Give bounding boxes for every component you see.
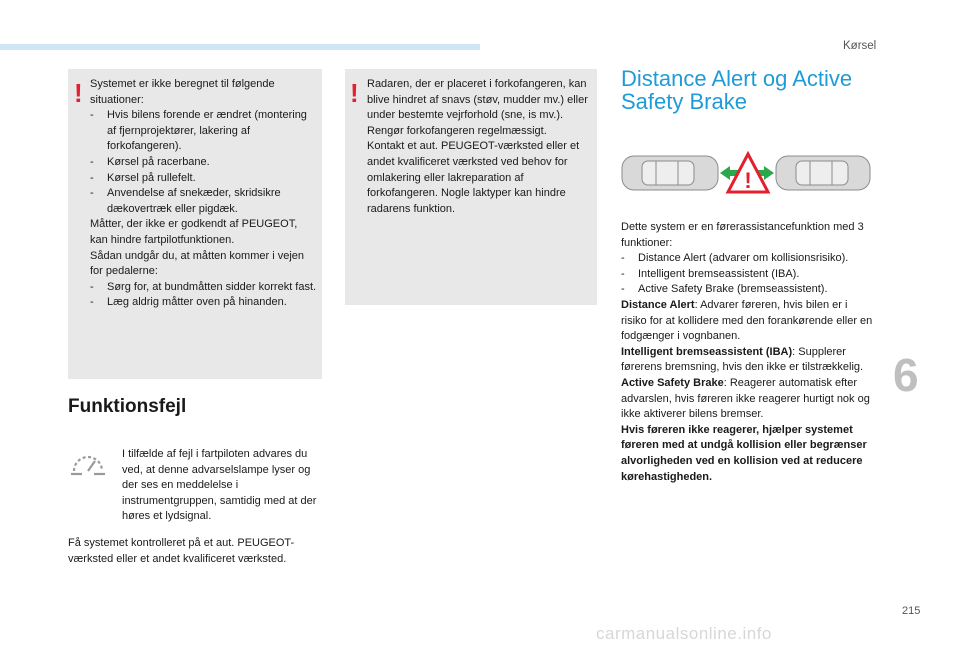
warning-intro: Systemet er ikke beregnet til følgende situationer: [90,78,275,106]
list-item: - Distance Alert (advarer om kollisionsrisiko). [621,252,849,265]
clean-note: Rengør forkofangeren regelmæssigt. [367,124,547,137]
warning-icon: ! [350,78,359,108]
list-item: - Hvis bilens forende er ændret (montering af fjernprojektører, lakering af forkofangeren). [90,109,307,153]
final-note: Hvis føreren ikke reagerer, hjælper systemet føreren med at undgå kollision eller begrænser alvorligheden ved en kollision ved at reducere kørehastigheden. [621,423,867,483]
car-icon [622,156,718,190]
fault-after-text: Få systemet kontrolleret på et aut. PEUGEOT-værksted eller et andet kvalificeret værksted. [68,537,295,565]
asb-desc: Active Safety Brake: Reagerer automatisk efter advarslen, hvis føreren ikke reagerer hurtigt nok og ikke aktiverer bilens bremser. [621,376,870,421]
distance-alert-diagram [620,150,872,198]
list-item: - Active Safety Brake (bremseassistent). [621,283,828,296]
workshop-note: Kontakt et aut. PEUGEOT-værksted eller et andet kvalificeret værksted ved behov for omlakering eller lakreparation af forkofangeren. Nogle laktyper kan hindre radarens funktion. [367,140,580,215]
watermark: carmanualsonline.info [596,624,772,643]
intro-text: Dette system er en førerassistancefunktion med 3 funktioner: [621,221,864,249]
page-title: Distance Alert og Active Safety Brake [621,66,853,114]
warning-text-left [90,77,318,311]
svg-text:!: ! [744,168,752,193]
page-number: 215 [902,605,921,617]
list-item: - Læg aldrig måtter oven på hinanden. [90,296,287,309]
section-heading: Funktionsfejl [68,396,187,417]
list-item: - Intelligent bremseassistent (IBA). [621,267,800,280]
mats-note: Måtter, der ikke er godkendt af PEUGEOT, kan hindre fartpilotfunktionen. [90,218,298,246]
section-label: Kørsel [843,40,877,52]
iba-desc: Intelligent bremseassistent (IBA): Supplerer førerens bremsning, hvis den ikke er tilstrækkelig. [621,345,864,374]
fault-icon-text: I tilfælde af fejl i fartpiloten advares du ved, at denne advarselslampe lyser og der ses en meddelelse i instrumentgruppen, samtidig med at der høres et lydsignal. [122,448,317,523]
mats-howto: Sådan undgår du, at måtten kommer i vejen for pedalerne: [90,249,305,278]
car-icon [776,156,870,190]
list-item: - Anvendelse af snekæder, skridsikre dækovertræk eller pigdæk. [90,187,281,215]
list-item: - Sørg for, at bundmåtten sidder korrekt fast. [90,280,317,293]
right-body-text [621,220,875,485]
top-accent-bar [0,44,480,50]
radar-note: Radaren, der er placeret i forkofangeren, kan blive hindret af snavs (støv, mudder mv.) eller under bestemte vejrforhold (sne, is mv.). [367,78,588,122]
distance-alert-desc: Distance Alert: Advarer føreren, hvis bilen er i risiko for at kollidere med den forankørende eller en fodgænger i vognbanen. [621,298,873,343]
warning-icon: ! [74,78,83,108]
warning-text-middle [367,77,593,217]
list-item: - Kørsel på racerbane. [90,155,210,168]
list-item: - Kørsel på rullefelt. [90,171,196,184]
cruise-control-fault-icon [68,451,108,477]
chapter-number: 6 [893,349,919,401]
